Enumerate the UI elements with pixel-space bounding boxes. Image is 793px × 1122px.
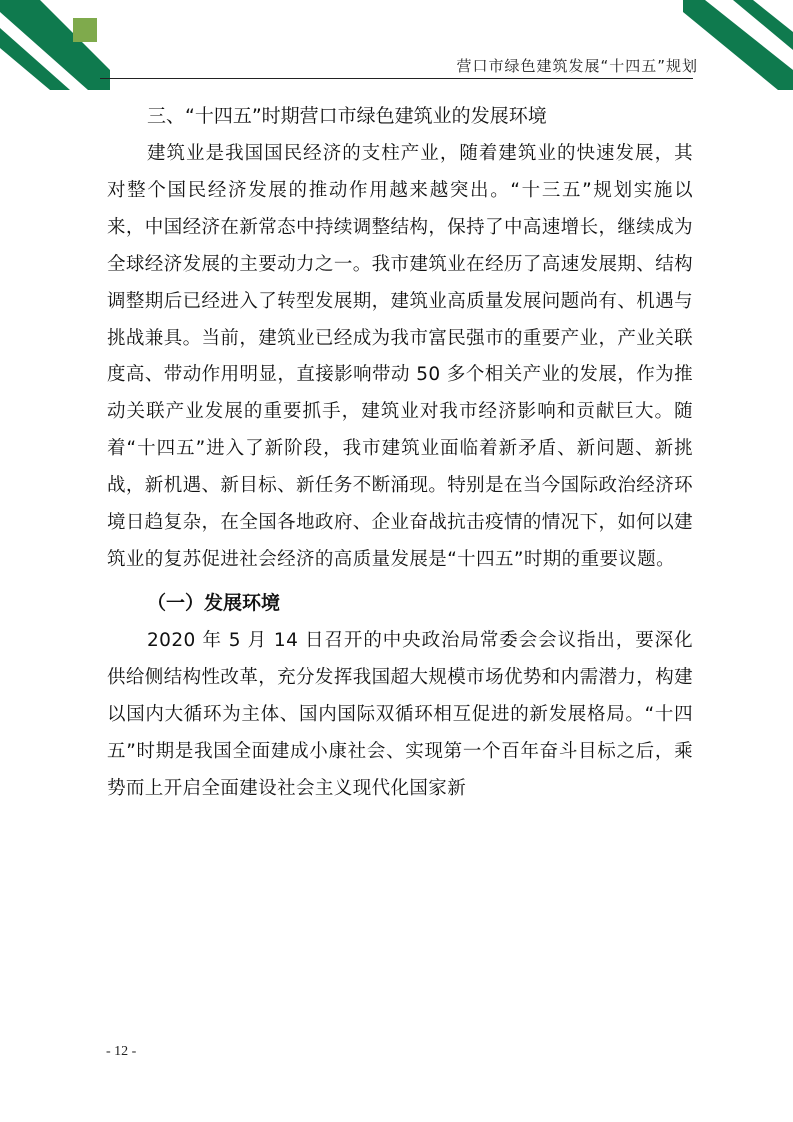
page-number: - 12 - bbox=[106, 1044, 137, 1059]
header-square-mark bbox=[73, 18, 97, 42]
body-paragraph: 建筑业是我国国民经济的支柱产业，随着建筑业的快速发展，其对整个国民经济发展的推动作用越来越突出。“十三五”规划实施以来，中国经济在新常态中持续调整结构，保持了中高速增长，继续成为全球经济发展的主要动力之一。我市建筑业在经历了高速发展期、结构调整期后已经进入了转型发展期，建筑业高质量发展问题尚有、机遇与挑战兼具。当前，建筑业已经成为我市富民强市的重要产业，产业关联度高、带动作用明显，直接影响带动 50 多个相关产业的发展，作为推动关联产业发展的重要抓手，建筑业对我市经济影响和贡献巨大。随着“十四五”进入了新阶段，我市建筑业面临着新矛盾、新问题、新挑战，新机遇、新目标、新任务不断涌现。特别是在当今国际政治经济环境日趋复杂，在全国各地政府、企业奋战抗击疫情的情况下，如何以建筑业的复苏促进社会经济的高质量发展是“十四五”时期的重要议题。 bbox=[107, 143, 693, 570]
header-title: 营口市绿色建筑发展“十四五”规划 bbox=[456, 57, 698, 75]
body-paragraph: 2020 年 5 月 14 日召开的中央政治局常委会会议指出，要深化供给侧结构性改革，充分发挥我国超大规模市场优势和内需潜力，构建以国内大循环为主体、国内国际双循环相互促进的新发展格局。“十四五”时期是我国全面建成小康社会、实现第一个百年奋斗目标之后，乘势而上开启全面建设社会主义现代化国家新 bbox=[107, 629, 693, 799]
page-content bbox=[107, 98, 693, 807]
corner-decoration-right bbox=[683, 0, 793, 90]
subsection-heading: （一）发展环境 bbox=[147, 591, 281, 614]
section-heading: 三、“十四五”时期营口市绿色建筑业的发展环境 bbox=[147, 105, 547, 127]
header-divider bbox=[100, 78, 693, 79]
corner-decoration-left bbox=[0, 0, 110, 90]
